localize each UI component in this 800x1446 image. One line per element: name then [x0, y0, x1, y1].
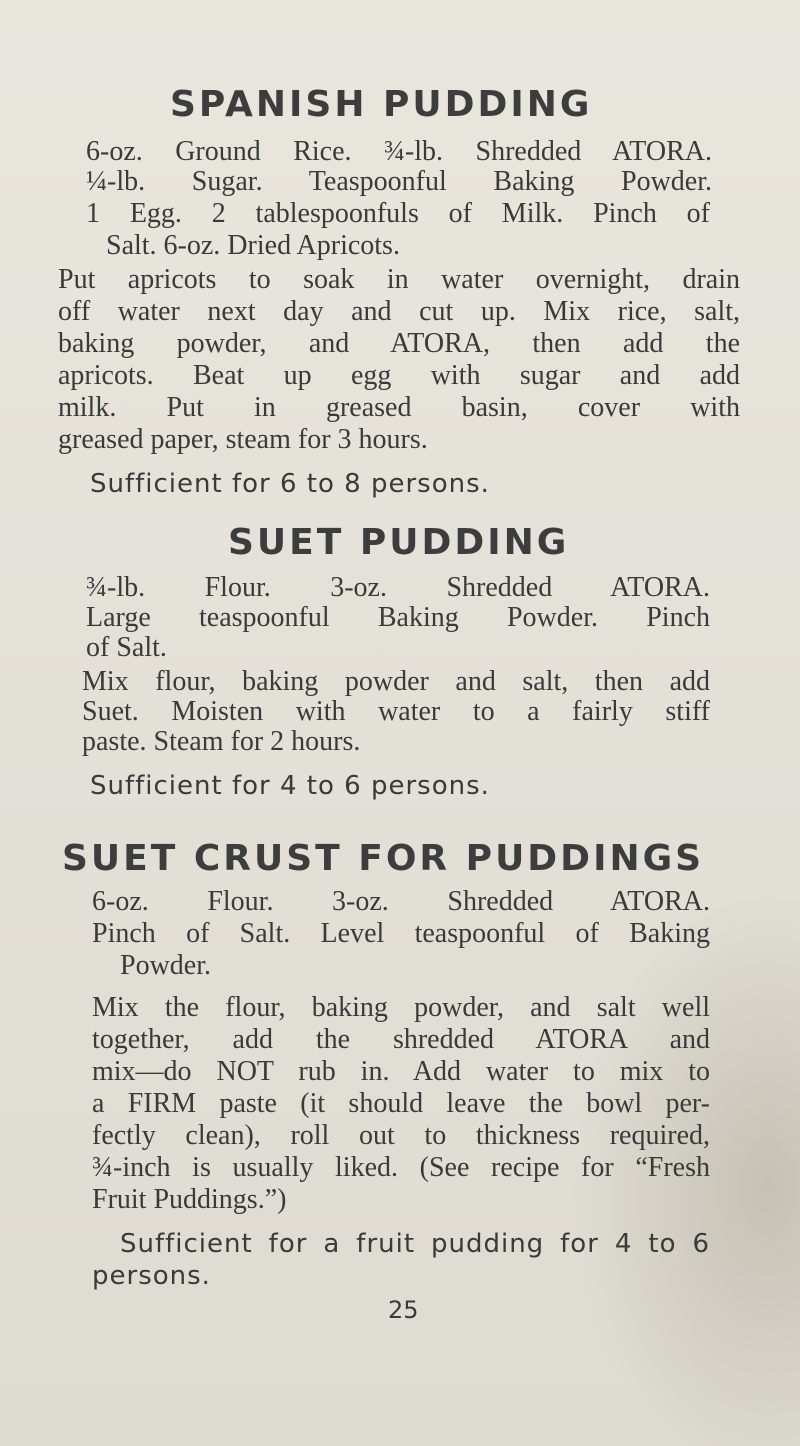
ingredient-line: Pinch of Salt. Level teaspoonful of Baking: [92, 918, 710, 949]
method-line: greased paper, steam for 3 hours.: [58, 424, 428, 455]
method-line: ¾-inch is usually liked. (See recipe for “Fresh: [92, 1152, 710, 1183]
method-line: a FIRM paste (it should leave the bowl per-: [92, 1088, 710, 1119]
method-line: baking powder, and ATORA, then add the: [58, 328, 740, 359]
method-line: apricots. Beat up egg with sugar and add: [58, 360, 740, 391]
method-line: together, add the shredded ATORA and: [92, 1024, 710, 1055]
ingredient-line: Powder.: [120, 950, 211, 981]
serves-note: persons.: [92, 1261, 211, 1291]
ingredient-line: Salt. 6-oz. Dried Apricots.: [106, 230, 400, 261]
ingredient-line: ¼-lb. Sugar. Teaspoonful Baking Powder.: [86, 166, 712, 197]
method-line: fectly clean), roll out to thickness required,: [92, 1120, 710, 1151]
serves-note: Sufficient for 4 to 6 persons.: [90, 771, 490, 801]
page-number: 25: [388, 1296, 419, 1324]
method-line: milk. Put in greased basin, cover with: [58, 392, 740, 423]
ingredient-line: 6-oz. Ground Rice. ¾-lb. Shredded ATORA.: [86, 136, 712, 167]
recipe-title-spanish-pudding: SPANISH PUDDING: [170, 84, 593, 125]
method-line: Fruit Puddings.”): [92, 1184, 287, 1215]
ingredient-line: 1 Egg. 2 tablespoonfuls of Milk. Pinch of: [86, 198, 710, 229]
recipe-title-suet-pudding: SUET PUDDING: [228, 522, 570, 563]
method-line: Suet. Moisten with water to a fairly stiff: [82, 696, 710, 727]
ingredient-line: Large teaspoonful Baking Powder. Pinch: [86, 602, 710, 633]
method-line: mix—do NOT rub in. Add water to mix to: [92, 1056, 710, 1087]
ingredient-line: 6-oz. Flour. 3-oz. Shredded ATORA.: [92, 886, 710, 917]
serves-note: Sufficient for 6 to 8 persons.: [90, 469, 490, 499]
method-line: off water next day and cut up. Mix rice, salt,: [58, 296, 740, 327]
ingredient-line: ¾-lb. Flour. 3-oz. Shredded ATORA.: [86, 572, 710, 603]
serves-note: Sufficient for a fruit pudding for 4 to 6: [120, 1229, 710, 1259]
method-line: Mix the flour, baking powder, and salt well: [92, 992, 710, 1023]
method-line: Mix flour, baking powder and salt, then add: [82, 666, 710, 697]
ingredient-line: of Salt.: [86, 632, 167, 663]
method-line: Put apricots to soak in water overnight, drain: [58, 264, 740, 295]
recipe-title-suet-crust: SUET CRUST FOR PUDDINGS: [62, 838, 705, 879]
method-line: paste. Steam for 2 hours.: [82, 726, 361, 757]
